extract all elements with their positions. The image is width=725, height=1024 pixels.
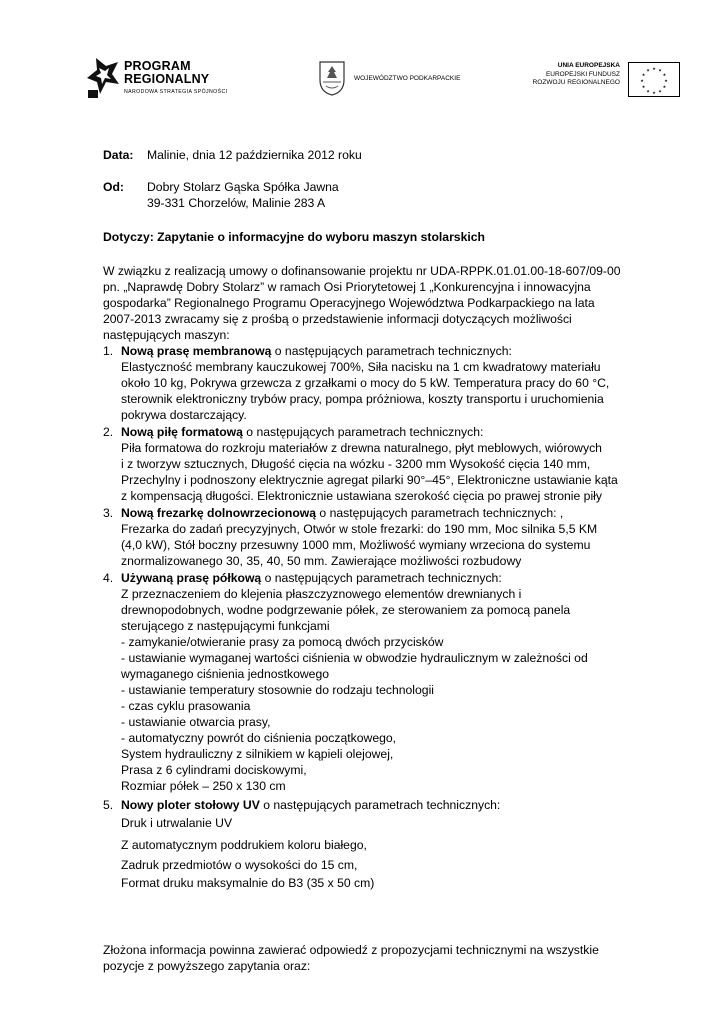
date-value: Malinie, dnia 12 października 2012 roku — [147, 148, 362, 162]
svg-text:★: ★ — [641, 84, 646, 89]
list-item-line: Piła formatowa do rozkroju materiałów z drewna naturalnego, płyt meblowych, wiórowych — [121, 441, 602, 455]
closing-line: Złożona informacja powinna zawierać odpowiedź z propozycjami technicznymi na wszystkie — [103, 943, 599, 957]
list-item-line: - czas cyklu prasowania — [121, 699, 251, 713]
item-suffix: o następujących parametrach technicznych: — [242, 425, 484, 439]
eu-flag-icon — [628, 62, 680, 97]
svg-text:★: ★ — [664, 78, 668, 83]
list-item-line: Frezarka do zadań precyzyjnych, Otwór w stole frezarki: do 190 mm, Moc silnika 5,5 KM — [121, 522, 598, 536]
list-item-line: pokrywa dostarczający. — [121, 408, 247, 422]
list-item-number: 5. — [103, 798, 114, 812]
eu-line-3: ROZWOJU REGIONALNEGO — [532, 79, 620, 86]
eu-line-1: UNIA EUROPEJSKA — [557, 62, 620, 69]
list-item-line: Z przeznaczeniem do klejenia płaszczyznowego elementów drewnianych i — [121, 587, 522, 601]
list-item-line: Format druku maksymalnie do B3 (35 x 50 cm) — [121, 876, 375, 890]
svg-text:★: ★ — [652, 66, 656, 71]
voivodeship-crest-icon — [318, 60, 346, 96]
item-title: Nowy ploter stołowy UV — [121, 798, 260, 812]
intro-line: następujących maszyn: — [103, 328, 230, 342]
svg-text:★: ★ — [641, 72, 646, 77]
program-regionalny-star-icon — [86, 56, 120, 100]
intro-line: gospodarka” Regionalnego Programu Operacyjnego Województwa Podkarpackiego na lata — [103, 296, 595, 310]
subject-line: Dotyczy: Zapytanie o informacyjne do wyboru maszyn stolarskich — [103, 230, 485, 244]
svg-text:★: ★ — [652, 90, 656, 95]
list-item-line: drewnopodobnych, wodne podgrzewanie półek, ze sterowaniem za pomocą panela — [121, 603, 571, 617]
list-item-number: 4. — [103, 571, 114, 585]
intro-line: 2007-2013 zwracamy się z prośbą o przedstawienie informacji dotyczących możliwości — [103, 312, 572, 326]
list-item-line: - ustawianie temperatury stosownie do rodzaju technologii — [121, 683, 434, 697]
svg-text:★: ★ — [658, 88, 662, 94]
item-suffix: o następujących parametrach technicznych: — [271, 344, 512, 358]
list-item-heading — [121, 797, 500, 813]
list-item-line: - ustawianie otwarcia prasy, — [121, 715, 271, 729]
voivodeship-name: WOJEWÓDZTWO PODKARPACKIE — [354, 75, 461, 82]
list-item-line: - automatyczny powrót do ciśnienia początkowego, — [121, 731, 397, 745]
list-item-number: 2. — [103, 425, 114, 439]
list-item-heading — [121, 343, 512, 359]
from-line-2: 39-331 Chorzelów, Malinie 283 A — [147, 196, 326, 210]
list-item-number: 3. — [103, 506, 114, 520]
list-item-line: Druk i utrwalanie UV — [121, 816, 233, 830]
eu-line-2: EUROPEJSKI FUNDUSZ — [545, 70, 620, 78]
list-item-line: sterownik elektroniczny trybów pracy, pompa próżniowa, koszty transportu i uruchomienia — [121, 392, 604, 406]
voivodeship-logo — [318, 60, 488, 100]
eu-text-block — [533, 62, 620, 88]
list-item-line: około 10 kg, Pokrywa grzewcza z grzałkami o mocy do 5 kW. Temperatura pracy do 60 °C, — [121, 376, 610, 390]
list-item-line: System hydrauliczny z silnikiem w kąpieli olejowej, — [121, 747, 394, 761]
list-item-heading — [121, 505, 563, 521]
list-item-line: Z automatycznym poddrukiem koloru białego, — [121, 838, 367, 852]
list-item-line: z kompensacją długości. Elektronicznie ustawiana szerokość cięcia po prawej stronie piły — [121, 489, 602, 503]
intro-line: pn. „Naprawdę Dobry Stolarz” w ramach Osi Priorytetowej 1 „Konkurencyjna i innowacyjna — [103, 280, 591, 294]
item-title: Nową piłę formatową — [121, 425, 243, 439]
list-item-line: Przechylny i podnoszony elektrycznie agregat pilarki 90°–45°, Elektroniczne ustawianie kąta — [121, 473, 618, 487]
program-subtitle: NARODOWA STRATEGIA SPÓJNOŚCI — [124, 89, 228, 95]
item-suffix: o następujących parametrach technicznych: , — [316, 506, 564, 520]
list-item-line: Prasa z 6 cylindrami dociskowymi, — [121, 763, 307, 777]
eu-logo — [518, 62, 680, 98]
list-item-line: - zamykanie/otwieranie prasy za pomocą dwóch przycisków — [121, 635, 444, 649]
svg-text:★: ★ — [646, 88, 650, 94]
svg-text:★: ★ — [658, 67, 662, 73]
list-item-line: znormalizowanego 30, 35, 40, 50 mm. Zawierające możliwości rozbudowy — [121, 554, 522, 568]
list-item-line: - ustawianie wymaganej wartości ciśnienia w obwodzie hydraulicznym w zależności od — [121, 651, 588, 665]
from-line-1: Dobry Stolarz Gąska Spółka Jawna — [147, 180, 339, 194]
item-title: Nową frezarkę dolnowrzecionową — [121, 506, 317, 520]
list-item-line: wymaganego ciśnienia jednostkowego — [121, 667, 329, 681]
list-item-line: Elastyczność membrany kauczukowej 700%, Siła nacisku na 1 cm kwadratowy materiału — [121, 360, 601, 374]
list-item-line: i z tworzyw sztucznych, Długość cięcia na wózku - 3200 mm Wysokość cięcia 140 mm, — [121, 457, 591, 471]
list-item-number: 1. — [103, 344, 114, 358]
program-regionalny-logo — [86, 56, 246, 102]
list-item-line: Rozmiar półek – 250 x 130 cm — [121, 779, 286, 793]
svg-text:★: ★ — [662, 72, 667, 77]
closing-line: pozycje z powyższego zapytania oraz: — [103, 959, 311, 973]
svg-text:★: ★ — [640, 78, 644, 83]
item-title: Używaną prasę półkową — [121, 571, 262, 585]
from-label: Od: — [103, 180, 124, 194]
svg-text:★: ★ — [646, 67, 650, 73]
program-title: PROGRAM REGIONALNY — [124, 59, 210, 86]
item-suffix: o następujących parametrach technicznych: — [259, 798, 501, 812]
list-item-heading — [121, 424, 483, 440]
item-title: Nową prasę membranową — [121, 344, 272, 358]
list-item-heading — [121, 570, 502, 586]
list-item-line: (4,0 kW), Stół boczny przesuwny 1000 mm, Możliwość wymiany wrzeciona do systemu — [121, 538, 591, 552]
intro-line: W związku z realizacją umowy o dofinansowanie projektu nr UDA-RPPK.01.01.00-18-607/09-00 — [103, 264, 621, 278]
svg-text:★: ★ — [662, 84, 667, 89]
item-suffix: o następujących parametrach technicznych: — [261, 571, 502, 585]
list-item-line: sterującego z następującymi funkcjami — [121, 619, 330, 633]
list-item-line: Zadruk przedmiotów o wysokości do 15 cm, — [121, 858, 358, 872]
date-label: Data: — [103, 148, 134, 162]
